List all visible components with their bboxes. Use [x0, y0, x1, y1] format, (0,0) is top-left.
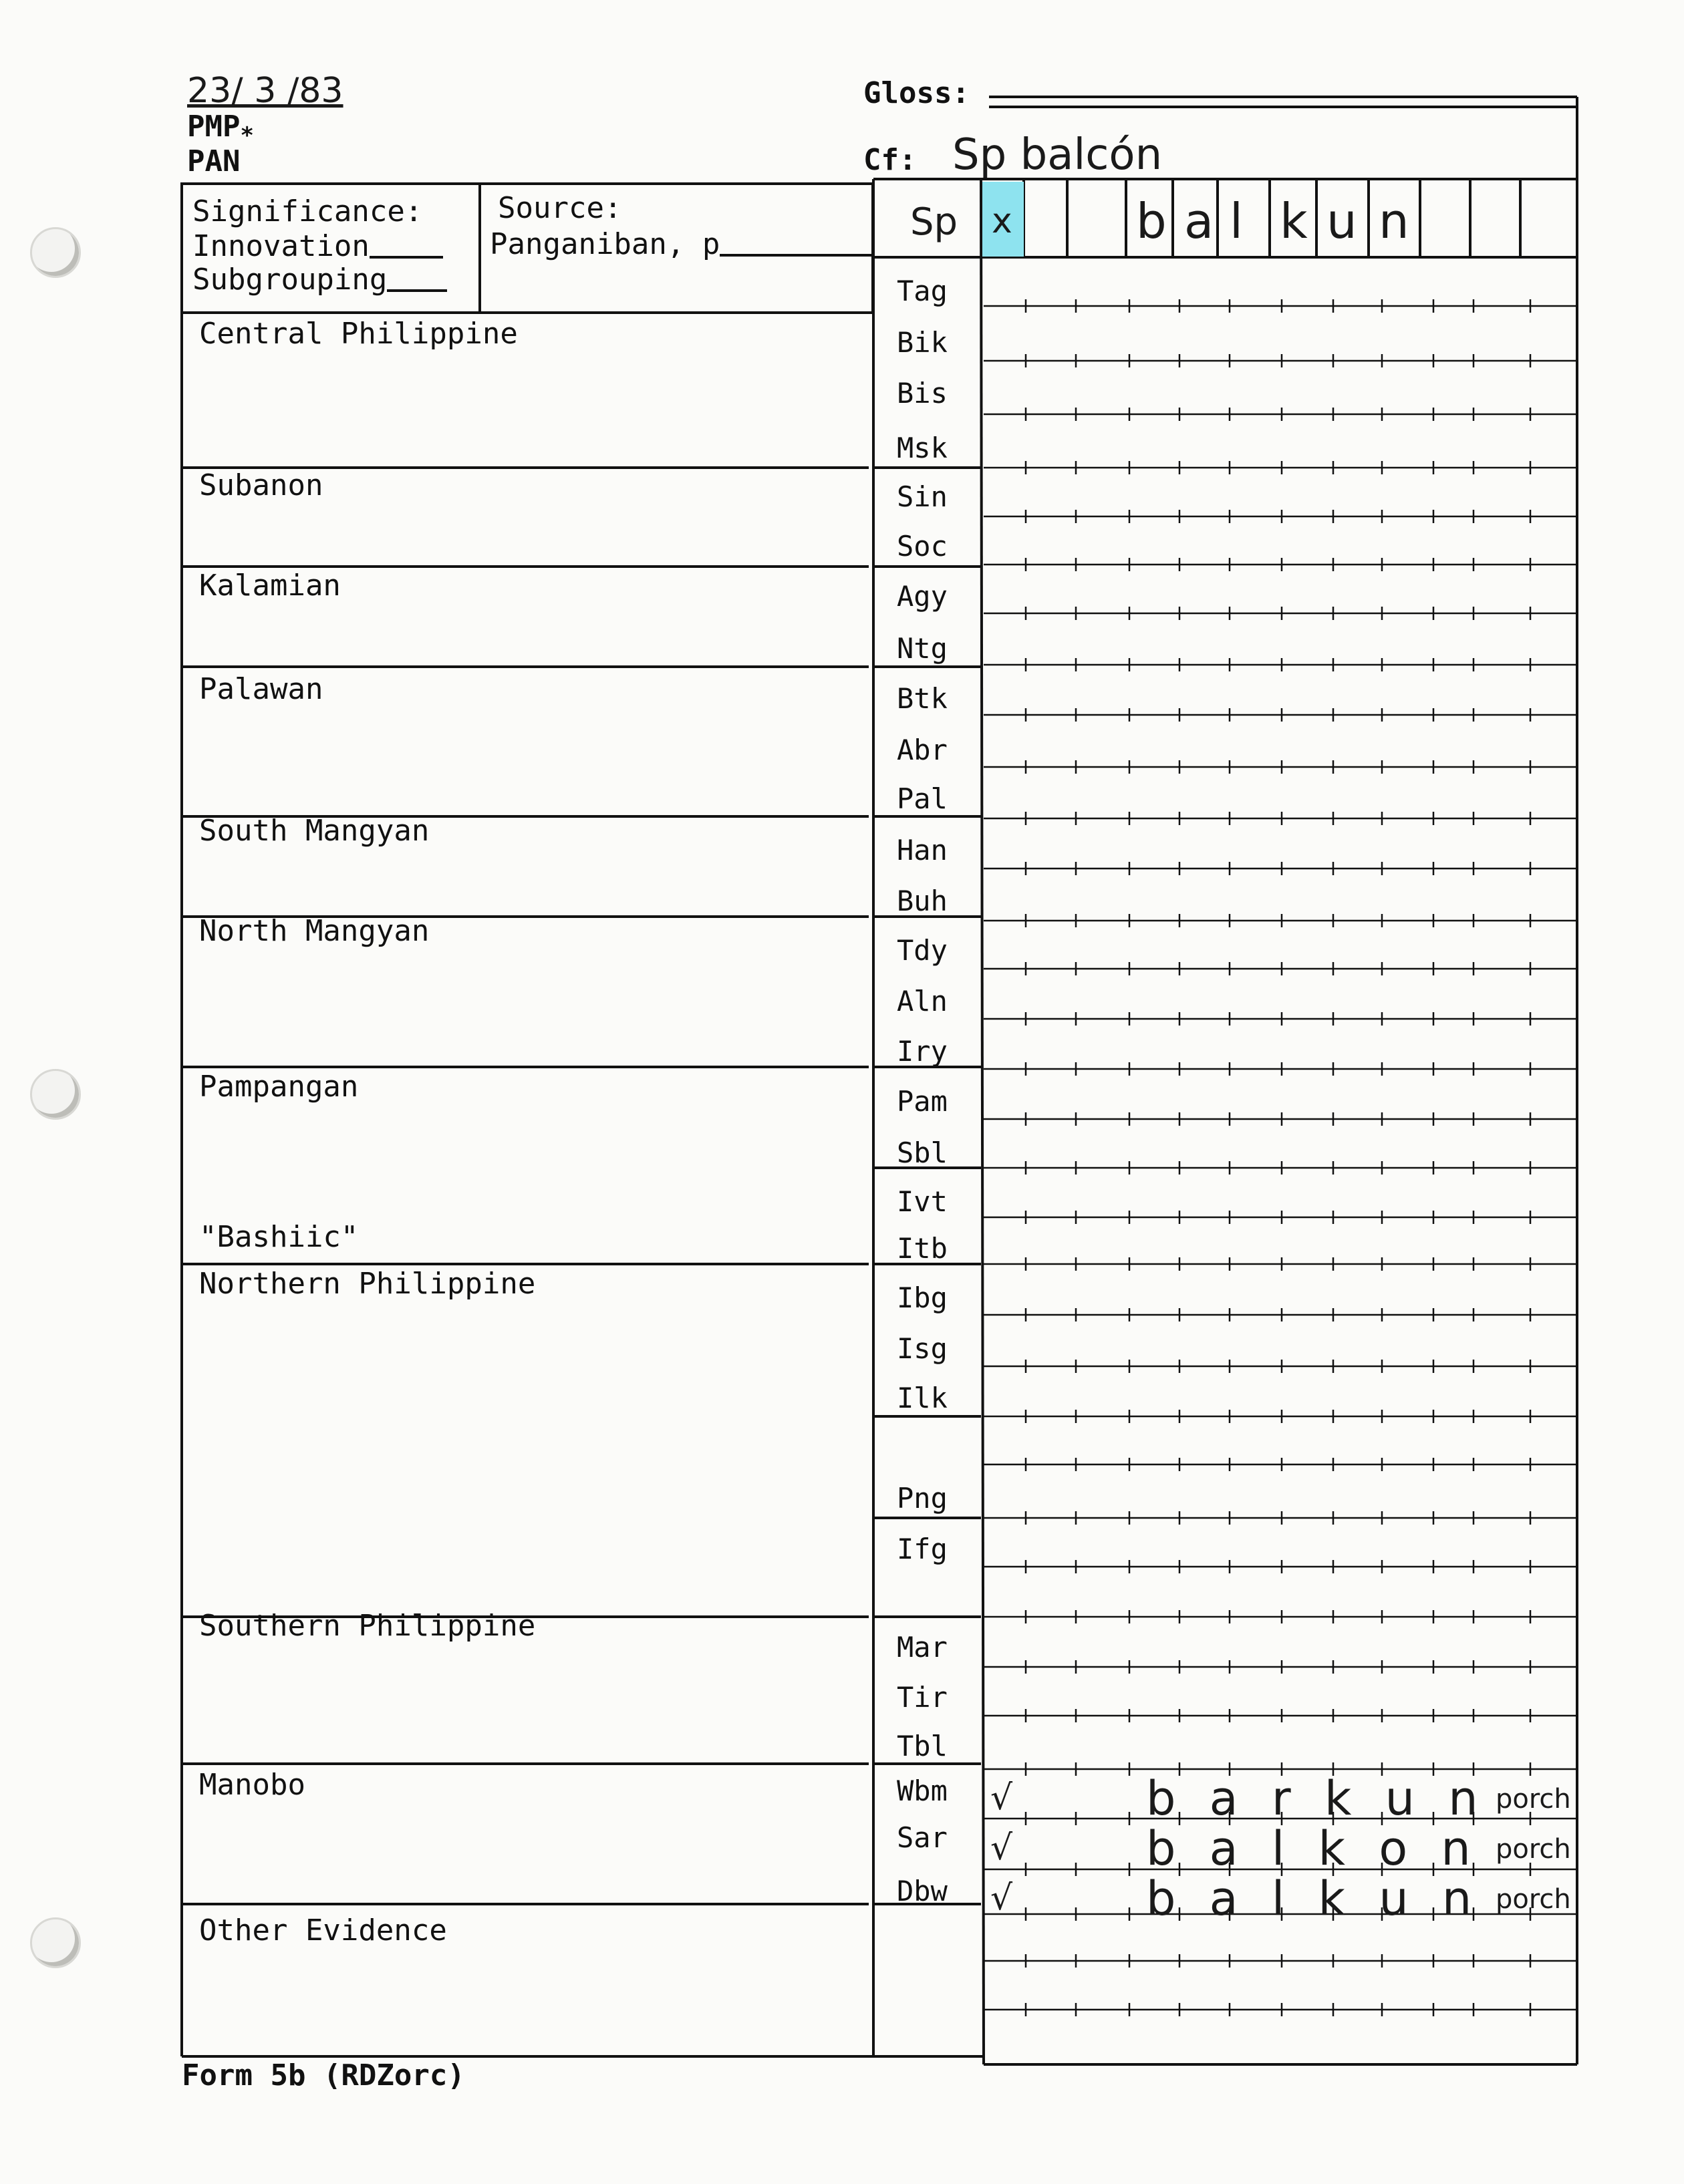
language-code: Isg — [897, 1332, 948, 1365]
entry-gloss: porch — [1496, 1884, 1571, 1915]
entry-form: b a r k u n — [1146, 1771, 1488, 1826]
language-code: Ifg — [897, 1533, 948, 1565]
group-name: Pampangan — [199, 1070, 359, 1104]
form-footer: Form 5b (RDZorc) — [182, 2058, 465, 2092]
language-code: Bik — [897, 326, 948, 359]
sp-mark: x — [992, 201, 1012, 241]
innovation-label — [192, 229, 443, 261]
language-code: Soc — [897, 530, 948, 563]
language-code: Ibg — [897, 1281, 948, 1314]
pmp-text: PMP — [187, 110, 241, 144]
language-code: Msk — [897, 432, 948, 464]
cf-value: Sp balcón — [952, 130, 1163, 180]
source-label: Source: — [498, 191, 622, 225]
entry-check: √ — [990, 1828, 1013, 1868]
pmp-mark: * — [240, 122, 254, 149]
language-code: Bis — [897, 377, 948, 410]
language-code: Mar — [897, 1631, 948, 1664]
subgrouping-blank[interactable] — [387, 263, 447, 292]
language-code: Iry — [897, 1035, 948, 1068]
language-code: Tir — [897, 1681, 948, 1714]
group-name: North Mangyan — [199, 914, 430, 948]
sp-letter: n — [1379, 193, 1409, 249]
sp-code: Sp — [910, 200, 958, 244]
cf-label: Cf: — [863, 143, 917, 177]
group-name: Manobo — [199, 1768, 305, 1802]
group-name: Kalamian — [199, 569, 341, 603]
source-text: Panganiban, p — [490, 227, 720, 261]
language-code: Tdy — [897, 934, 948, 967]
source-value — [490, 227, 873, 259]
language-code: Png — [897, 1482, 948, 1515]
language-code: Han — [897, 834, 948, 867]
language-code: Sbl — [897, 1136, 948, 1169]
language-code: Tag — [897, 275, 948, 307]
sp-letter: k — [1280, 193, 1308, 249]
language-code: Agy — [897, 580, 948, 613]
subgrouping-text: Subgrouping — [192, 263, 388, 297]
language-code: Dbw — [897, 1875, 948, 1907]
group-name: Palawan — [199, 672, 323, 706]
gloss-label: Gloss: — [863, 76, 970, 110]
group-name: South Mangyan — [199, 814, 430, 848]
innovation-blank[interactable] — [370, 229, 443, 259]
language-code: Tbl — [897, 1730, 948, 1762]
pan-label: PAN — [187, 144, 241, 178]
group-name: "Bashiic" — [199, 1220, 359, 1254]
language-code: Aln — [897, 985, 948, 1018]
significance-title: Significance: — [192, 194, 423, 228]
language-code: Ntg — [897, 632, 948, 665]
date: 23/ 3 /83 — [187, 71, 343, 111]
entry-gloss: porch — [1496, 1784, 1571, 1815]
entry-check: √ — [990, 1878, 1013, 1918]
source-page-blank[interactable] — [720, 227, 873, 257]
innovation-text: Innovation — [192, 229, 370, 263]
group-name: Northern Philippine — [199, 1267, 536, 1301]
language-code: Ivt — [897, 1185, 948, 1218]
language-code: Ilk — [897, 1382, 948, 1414]
language-code: Pam — [897, 1085, 948, 1118]
language-code: Sin — [897, 480, 948, 513]
sp-letter: l — [1230, 193, 1244, 249]
language-code: Wbm — [897, 1774, 948, 1807]
sp-letter: u — [1326, 193, 1357, 249]
language-code: Buh — [897, 885, 948, 917]
language-code: Abr — [897, 734, 948, 766]
group-name: Other Evidence — [199, 1913, 447, 1947]
language-code: Pal — [897, 782, 948, 815]
subgrouping-label — [192, 263, 447, 295]
entry-gloss: porch — [1496, 1834, 1571, 1865]
language-code: Btk — [897, 682, 948, 715]
entry-form: b a l k u n — [1146, 1871, 1482, 1926]
language-code: Itb — [897, 1232, 948, 1265]
group-name: Subanon — [199, 468, 323, 502]
group-name: Central Philippine — [199, 317, 518, 351]
group-name: Southern Philippine — [199, 1609, 536, 1643]
language-code: Sar — [897, 1821, 948, 1854]
sp-letter: a — [1184, 193, 1214, 249]
entry-form: b a l k o n — [1146, 1821, 1480, 1876]
entry-check: √ — [990, 1778, 1013, 1818]
sp-letter: b — [1136, 193, 1167, 249]
